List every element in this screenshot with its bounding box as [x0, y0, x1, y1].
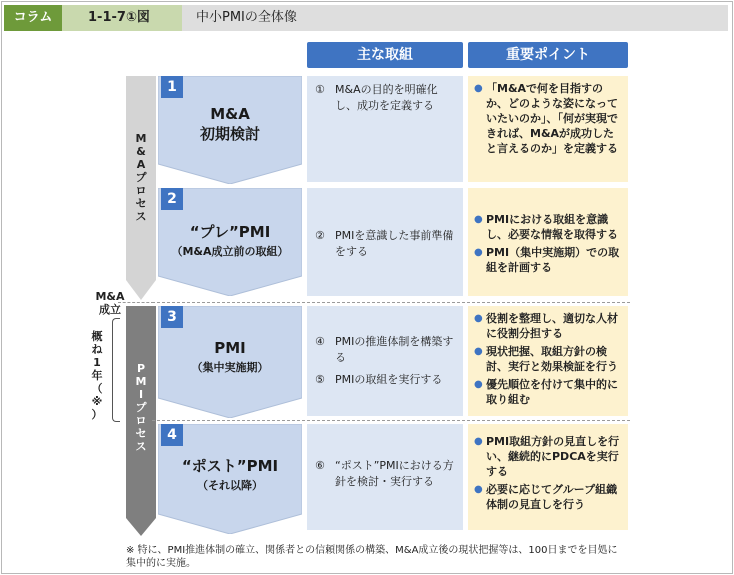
point-text: PMI取組方針の見直しを行い、継続的にPDCAを実行する: [486, 435, 620, 478]
figure-number: 1-1-7①図: [62, 5, 182, 31]
step-3-points: ● 役割を整理し、適切な人材に役割分担する ● 現状把握、取組方針の検討、実行と効果検証を行う ● 優先順位を付けて集中的に取り組む: [468, 306, 628, 416]
action-text: “ポスト”PMIにおける方針を検討・実行する: [335, 459, 454, 488]
step-2-number: 2: [161, 188, 183, 210]
step-2-subtitle: （M&A成立前の取組）: [171, 245, 289, 258]
duration-bracket: [112, 318, 120, 422]
column-tag: コラム: [4, 5, 62, 31]
point-text: PMI（集中実施期）での取組を計画する: [486, 246, 620, 274]
step-2-title: “プレ”PMI: [189, 223, 271, 241]
action-text: PMIの取組を実行する: [335, 373, 443, 386]
milestone-label: M&A 成立: [95, 290, 125, 316]
point-text: 役割を整理し、適切な人材に役割分担する: [486, 312, 618, 340]
step-1-points: ● 「M&Aで何を目指すのか、どのような姿になっていたいのか」、「何が実現できれば、M&Aが成功したと言えるのか」を定義する: [468, 76, 628, 182]
step-1-number: 1: [161, 76, 183, 98]
step-4-points: ● PMI取組方針の見直しを行い、継続的にPDCAを実行する ● 必要に応じてグループ組織体制の見直しを行う: [468, 424, 628, 530]
step-3-title: PMI: [214, 339, 246, 357]
step-3-actions: ④ PMIの推進体制を構築する ⑤ PMIの取組を実行する: [307, 306, 463, 416]
point-text: 「M&Aで何を目指すのか、どのような姿になっていたいのか」、「何が実現できれば、M&Aが成功したと言えるのか」を定義する: [486, 82, 618, 155]
step-3-subtitle: （集中実施期）: [191, 361, 269, 374]
step-1: [158, 76, 302, 184]
step-1-actions: ① M&Aの目的を明確化し、成功を定義する: [307, 76, 463, 182]
column-header-points: 重要ポイント: [468, 42, 628, 68]
point-text: 優先順位を付けて集中的に取り組む: [486, 378, 618, 406]
step-3: [158, 306, 302, 418]
step-4-actions: ⑥ “ポスト”PMIにおける方針を検討・実行する: [307, 424, 463, 530]
separator-ma-close-left: [118, 302, 154, 303]
step-4-number: 4: [161, 424, 183, 446]
step-4-title: “ポスト”PMI: [181, 457, 279, 475]
column-header-main: 主な取組: [307, 42, 463, 68]
separator-ma-close: [152, 302, 630, 303]
separator-100days: [152, 420, 630, 421]
step-2-actions: ② PMIを意識した事前準備をする: [307, 188, 463, 296]
step-3-number: 3: [161, 306, 183, 328]
duration-label: 概 ね 1 年 （ ※ ）: [91, 330, 103, 421]
action-text: PMIを意識した事前準備をする: [335, 229, 454, 258]
figure-title: 中小PMIの全体像: [196, 10, 297, 25]
action-text: M&Aの目的を明確化し、成功を定義する: [335, 83, 438, 112]
step-1-title: M&A 初期検討: [199, 105, 260, 143]
step-2-points: ● PMIにおける取組を意識し、必要な情報を取得する ● PMI（集中実施期）での取組を計画する: [468, 188, 628, 296]
step-4-subtitle: （それ以降）: [197, 479, 263, 492]
point-text: PMIにおける取組を意識し、必要な情報を取得する: [486, 213, 618, 241]
pmi-process-label: P M I プ ロ セ ス: [135, 362, 147, 453]
step-2: [158, 188, 302, 296]
action-text: PMIの推進体制を構築する: [335, 335, 454, 364]
ma-process-label: M & A プ ロ セ ス: [135, 132, 147, 223]
step-4: [158, 424, 302, 534]
point-text: 必要に応じてグループ組織体制の見直しを行う: [486, 483, 618, 511]
footnote: ※ 特に、PMI推進体制の確立、関係者との信頼関係の構築、M&A成立後の現状把握等は、100日までを目処に集中的に実施。: [126, 545, 618, 569]
point-text: 現状把握、取組方針の検討、実行と効果検証を行う: [486, 345, 618, 373]
